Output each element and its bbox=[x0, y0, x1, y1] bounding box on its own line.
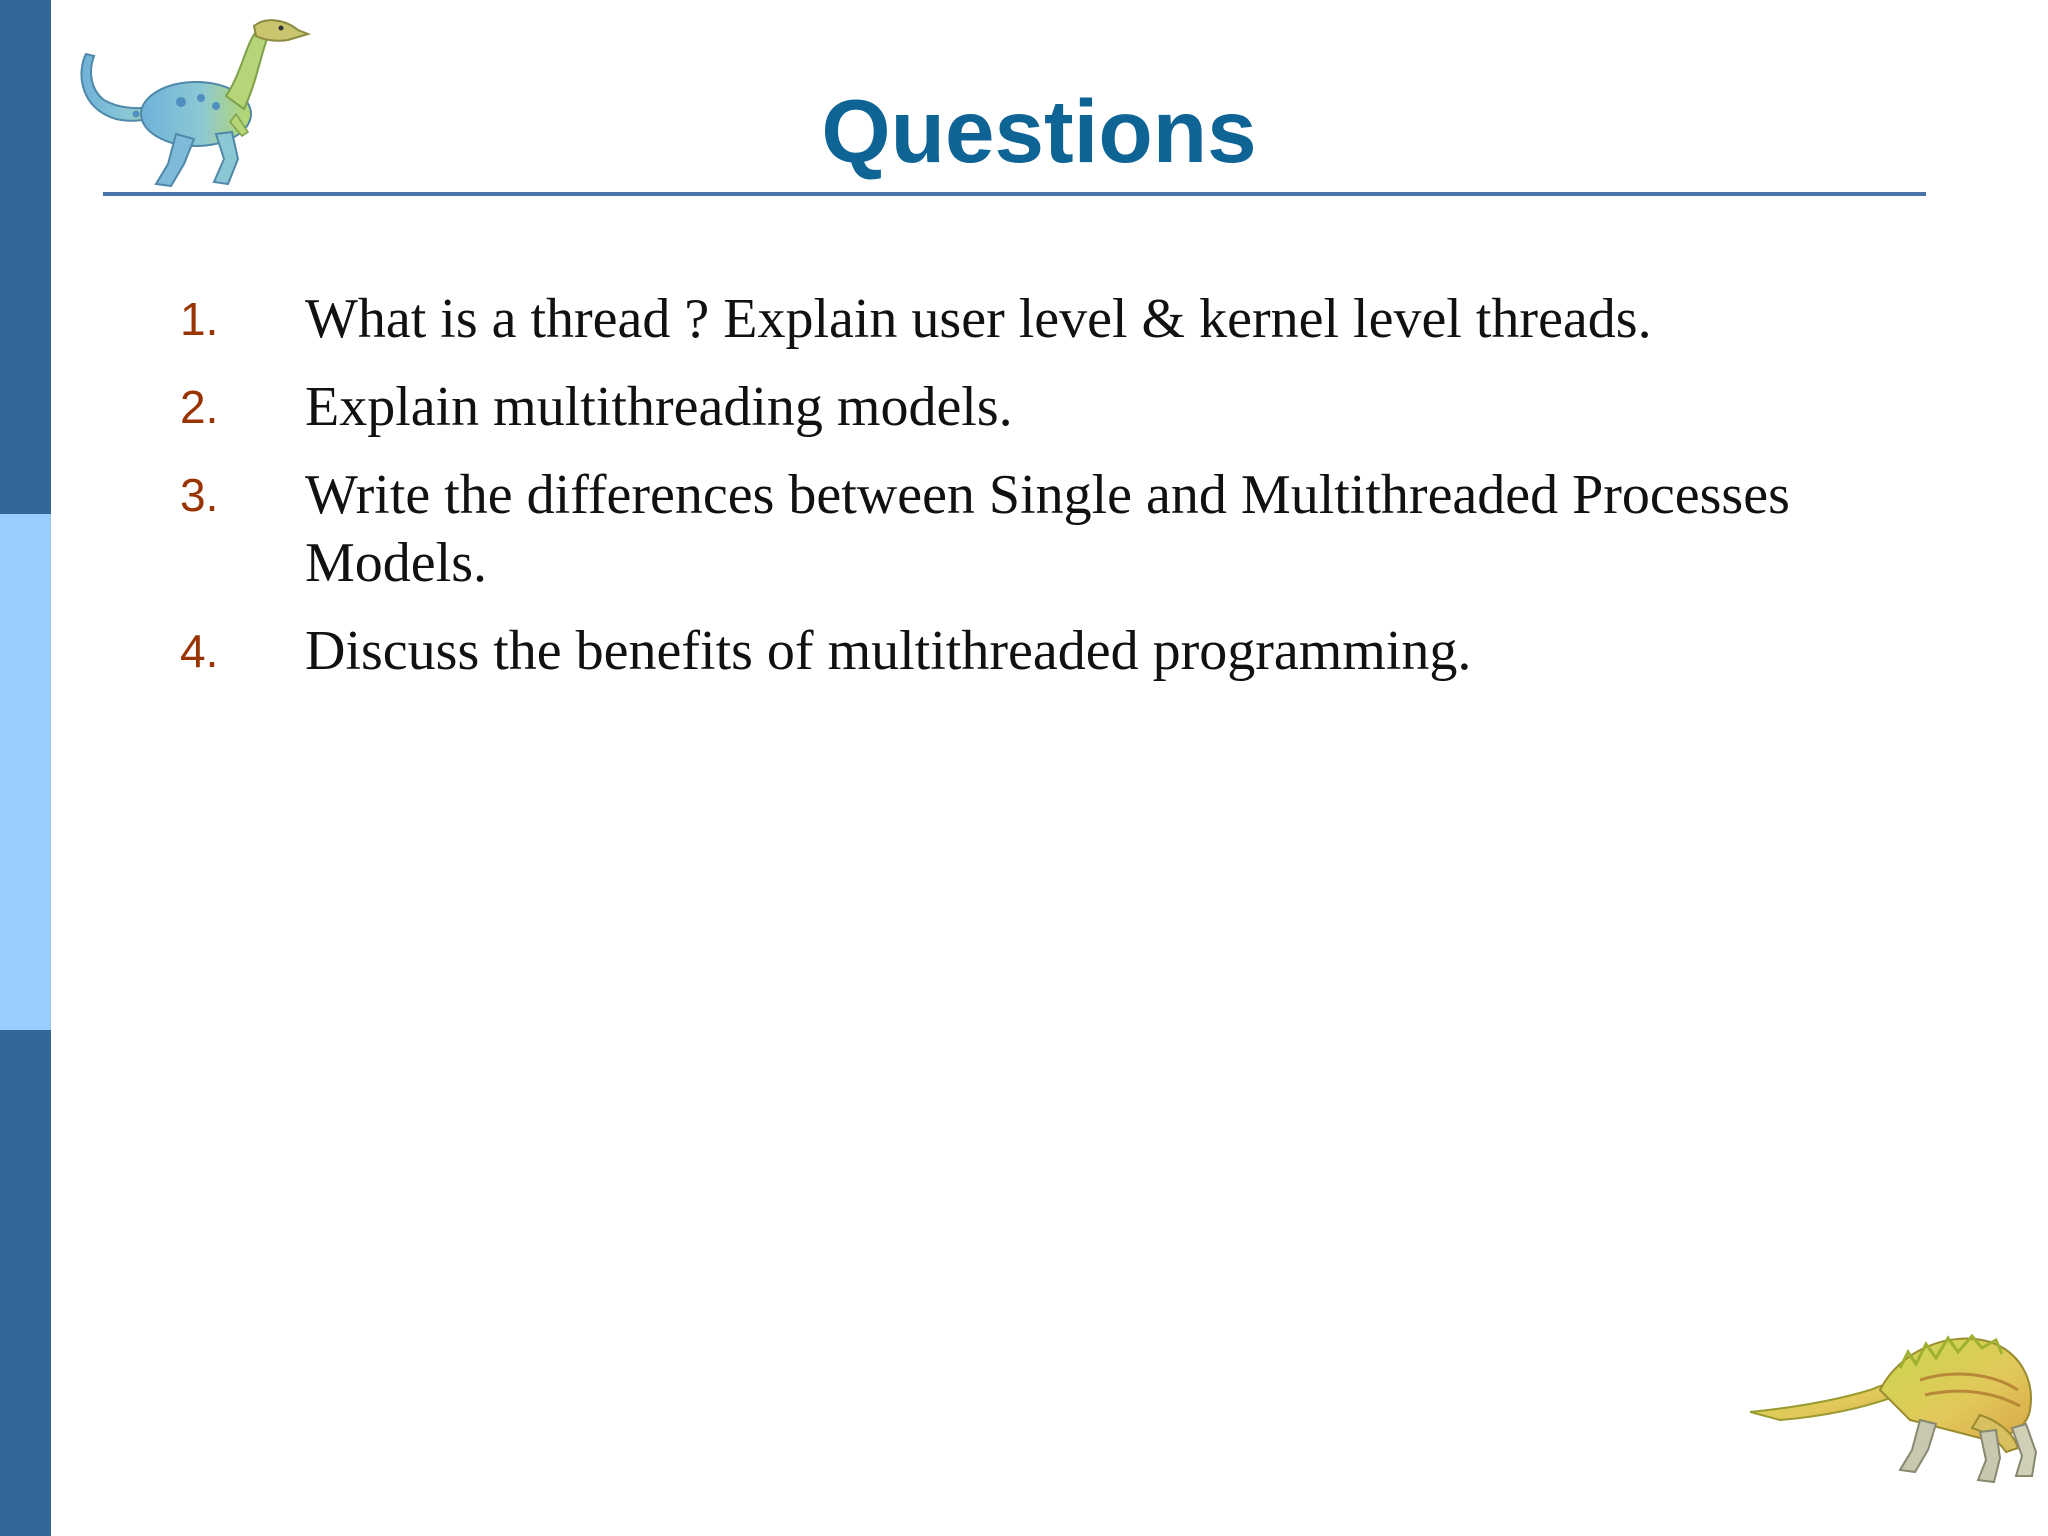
list-item bbox=[180, 617, 1880, 685]
dinosaur-icon bbox=[1750, 1320, 2046, 1490]
question-list bbox=[180, 285, 1880, 705]
sidebar-bottom-block bbox=[0, 1030, 51, 1536]
page-title: Questions bbox=[821, 81, 1257, 181]
question-text: What is a thread ? Explain user level & kernel level threads. bbox=[305, 288, 1652, 350]
question-text: Write the differences between Single and Multithreaded Processes Models. bbox=[305, 464, 1790, 594]
question-number: 1. bbox=[180, 293, 219, 345]
question-number: 3. bbox=[180, 469, 219, 521]
question-text: Explain multithreading models. bbox=[305, 376, 1013, 438]
sidebar-middle-block bbox=[0, 514, 51, 1030]
list-item bbox=[180, 285, 1880, 353]
question-number: 2. bbox=[180, 381, 219, 433]
list-item bbox=[180, 461, 1880, 597]
list-item bbox=[180, 373, 1880, 441]
question-text: Discuss the benefits of multithreaded programming. bbox=[305, 620, 1472, 682]
question-number: 4. bbox=[180, 625, 219, 677]
title-divider bbox=[103, 192, 1926, 196]
